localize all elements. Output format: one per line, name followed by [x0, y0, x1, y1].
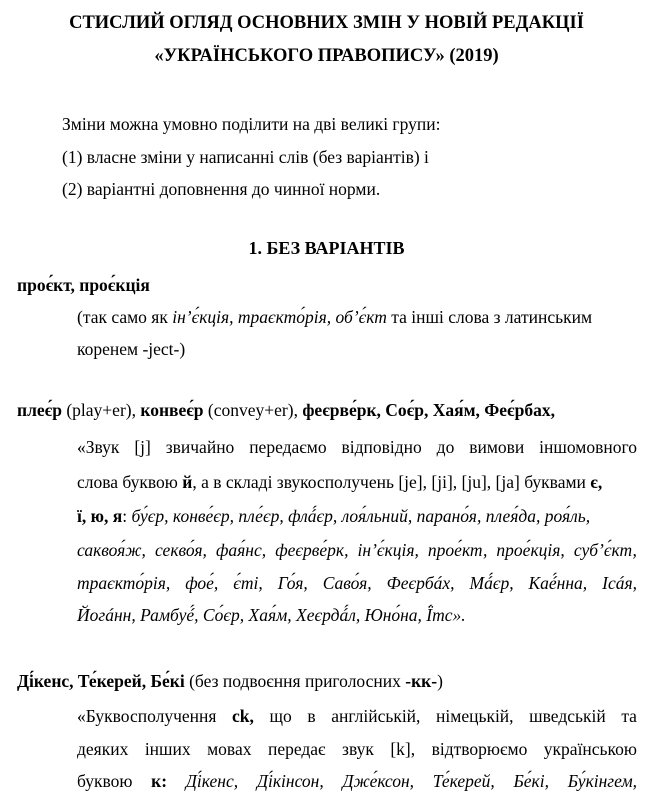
quote-word: Каé́нна, — [528, 573, 588, 593]
quote-word: к: — [151, 771, 168, 791]
quote-word: та — [621, 706, 637, 726]
entry-2-origin-2: (convey+er), — [203, 400, 303, 420]
quote-word: фое́, — [185, 573, 219, 593]
entry-3-term: Ді́кенс, Те́керей, Бе́кі — [17, 671, 185, 691]
quote-word: відповідно — [341, 437, 422, 457]
entry-2-term-3: феєрве́рк, Соє́р, Хая́м, Феє́рбах, — [302, 400, 555, 420]
entry-3-note-bold: -кк- — [405, 671, 438, 691]
entry-1-note-words: ін’є́кція, траєкто́рія, об’є́кт — [172, 307, 387, 327]
entry-2-quote-line-5 — [77, 572, 637, 594]
quote-letter: й — [182, 472, 193, 492]
quote-word: [j] — [134, 437, 151, 457]
entry-1-note-open: (так само як — [77, 307, 173, 327]
quote-word: ck, — [232, 706, 254, 726]
quote-word: Бу́кінгем, — [567, 771, 637, 791]
quote-word: фая́нс, — [215, 540, 267, 560]
quote-words: бу́єр, конве́єр, пле́єр, флá́єр, лоя́льний, парано́я, плея́да, роя́ль, — [131, 506, 591, 526]
quote-word: Мá́єр, — [469, 573, 514, 593]
quote-word: траєкто́рія, — [77, 573, 171, 593]
quote-word: ін’є́кція, — [357, 540, 419, 560]
quote-word: прое́кція, — [496, 540, 565, 560]
quote-word: «Звук — [77, 437, 120, 457]
quote-word: Феєрбáх, — [386, 573, 455, 593]
entry-2-quote-line-6: Йогáнн, Рамбуé́, Со́єр, Хая́м, Хеєрдá́л, Юно́на, Ї́тс». — [77, 605, 466, 625]
quote-word: «Буквосполучення — [77, 706, 217, 726]
intro-line-2: (1) власне зміни у написанні слів (без варіантів) і — [62, 147, 429, 167]
entry-3-note: (без подвоєння приголосних — [184, 671, 406, 691]
quote-text: слова буквою — [77, 472, 183, 492]
quote-word: звук — [342, 739, 374, 759]
quote-word: феєрве́рк, — [275, 540, 349, 560]
entry-3-term-line — [17, 670, 443, 692]
quote-word: українською — [543, 739, 637, 759]
entry-3-note-end: ) — [437, 671, 443, 691]
quote-word: Ді́кінсон, — [256, 771, 324, 791]
quote-word: Саво́я, — [322, 573, 372, 593]
quote-word: Бе́кі, — [513, 771, 549, 791]
quote-word: в — [307, 706, 316, 726]
intro-line-3: (2) варіантні доповнення до чинної норми. — [62, 179, 381, 199]
quote-word: вимови — [469, 437, 525, 457]
quote-word: секво́я, — [155, 540, 207, 560]
entry-2-quote-line-2 — [77, 471, 637, 493]
quote-word: Ісáя, — [602, 573, 637, 593]
quote-word: передаємо — [249, 437, 327, 457]
entry-2-term-2: конвеє́р — [140, 400, 204, 420]
quote-word: інших — [144, 739, 191, 759]
quote-letters: ї, ю, я — [77, 506, 123, 526]
quote-letter: є, — [590, 472, 603, 492]
quote-word: відтворюємо — [431, 739, 528, 759]
entry-1-term — [17, 274, 150, 296]
quote-word: суб’є́кт, — [573, 540, 637, 560]
quote-word: деяких — [77, 739, 129, 759]
quote-word: є́ті, — [233, 573, 263, 593]
quote-word: що — [269, 706, 292, 726]
quote-word: Дже́ксон, — [342, 771, 415, 791]
quote-word: іншомовного — [539, 437, 637, 457]
entry-1-note-line-1 — [77, 306, 592, 328]
quote-word: шведській — [529, 706, 606, 726]
quote-word: англійській, — [331, 706, 421, 726]
entry-2-origin-1: (play+er), — [61, 400, 141, 420]
entry-2-quote-line-4 — [77, 539, 637, 561]
quote-word: Го́я, — [277, 573, 308, 593]
entry-2-quote-line-1 — [77, 436, 637, 458]
quote-word: Ді́кенс, — [185, 771, 239, 791]
quote-word: мовах — [207, 739, 252, 759]
entry-2-quote-line-3 — [77, 505, 590, 527]
entry-3-quote-line-2 — [77, 738, 637, 760]
document-title-line-2: «УКРАЇНСЬКОГО ПРАВОПИСУ» (2019) — [154, 46, 499, 66]
entry-2-term-1: плеє́р — [17, 400, 62, 420]
quote-word: прое́кт, — [427, 540, 488, 560]
quote-word: Те́керей, — [432, 771, 495, 791]
entry-3-quote-line-3 — [77, 770, 637, 792]
quote-text: , а в складі звукосполучень [je], [ji], [ju], [ja] буквами — [192, 472, 591, 492]
entry-2-term-line — [17, 399, 555, 421]
quote-word: буквою — [77, 771, 133, 791]
document-title-line-1: СТИСЛИЙ ОГЛЯД ОСНОВНИХ ЗМІН У НОВІЙ РЕДАКЦІЇ — [69, 13, 584, 33]
entry-1-note-rest: та інші слова з латинським — [386, 307, 593, 327]
quote-word: передає — [267, 739, 326, 759]
entry-1-term-text: проє́кт, проє́кція — [17, 275, 150, 295]
quote-colon: : — [122, 506, 132, 526]
quote-word: [k], — [390, 739, 416, 759]
intro-line-1: Зміни можна умовно поділити на дві великі групи: — [62, 114, 441, 134]
quote-word: німецькій, — [436, 706, 514, 726]
quote-word: до — [436, 437, 455, 457]
entry-1-note-line-2: коренем -ject-) — [77, 339, 186, 359]
entry-3-quote-line-1 — [77, 705, 637, 727]
quote-word: саквоя́ж, — [77, 540, 146, 560]
section-heading: 1. БЕЗ ВАРІАНТІВ — [248, 238, 405, 258]
quote-word: звичайно — [165, 437, 235, 457]
